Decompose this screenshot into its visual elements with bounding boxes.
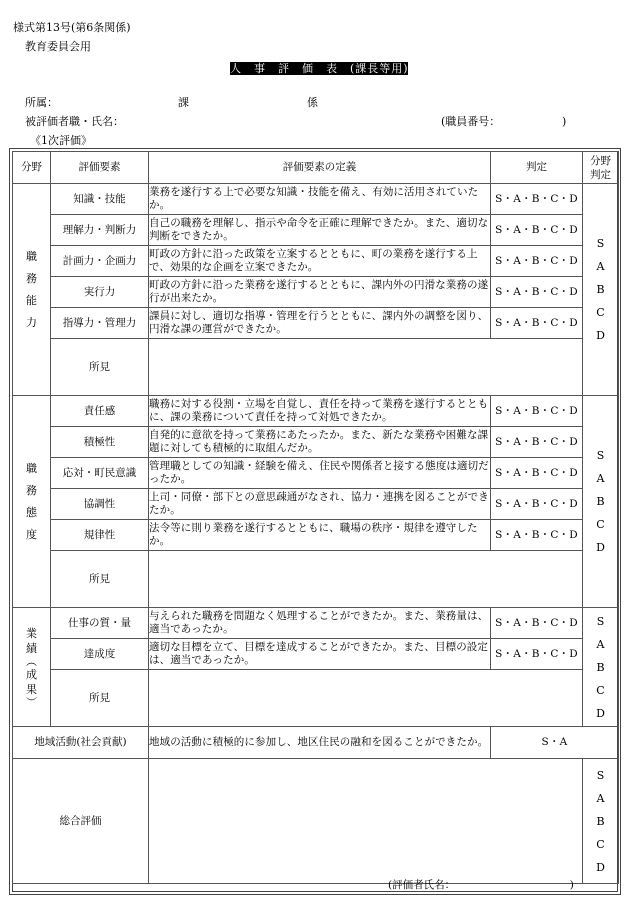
col-field: 分野 [13, 152, 51, 184]
element-label: 実行力 [51, 277, 149, 308]
evaluation-stage: 《1次評価》 [30, 134, 92, 147]
judgment-options[interactable]: S・A・B・C・D [491, 308, 583, 339]
community-label: 地域活動(社会貢献) [13, 727, 149, 759]
section-2-grades[interactable]: S A B C D [583, 396, 619, 608]
judgment-options[interactable]: S・A・B・C・D [491, 489, 583, 520]
element-label: 知識・技能 [51, 184, 149, 215]
element-label: 責任感 [51, 396, 149, 427]
table-row [13, 608, 619, 639]
overall-label: 総合評価 [13, 759, 149, 884]
table-row [13, 246, 619, 277]
element-label: 達成度 [51, 639, 149, 670]
section-1-label: 職 務 能 力 [13, 184, 51, 396]
col-definition: 評価要素の定義 [149, 152, 491, 184]
element-definition: 町政の方針に沿った政策を立案するとともに、町の業務を遂行する上で、効果的な企画を立案できたか。 [149, 246, 491, 277]
element-label: 指導力・管理力 [51, 308, 149, 339]
judgment-options[interactable]: S・A・B・C・D [491, 396, 583, 427]
col-field-judgment [583, 152, 619, 184]
element-label: 計画力・企画力 [51, 246, 149, 277]
element-label: 応対・町民意識 [51, 458, 149, 489]
remarks-label: 所見 [51, 551, 149, 608]
evaluator-signature [388, 877, 574, 892]
staff-number-close: ) [562, 115, 567, 128]
judgment-options[interactable]: S・A・B・C・D [491, 520, 583, 551]
element-label: 仕事の質・量 [51, 608, 149, 639]
overall-row [13, 759, 619, 884]
element-definition: 適切な目標を立て、目標を達成することができたか。また、目標の設定は、適当であったか。 [149, 639, 491, 670]
table-row [13, 458, 619, 489]
ka-label: 課 [178, 96, 189, 109]
usage-label: 教育委員会用 [25, 40, 91, 53]
kakari-label: 係 [307, 96, 318, 109]
table-row [13, 277, 619, 308]
section-3-label: 業 績 ︵ 成 果 ︶ [13, 608, 51, 727]
element-definition: 町政の方針に沿った業務を遂行するとともに、課内外の円滑な業務の遂行が出来たか。 [149, 277, 491, 308]
col-element: 評価要素 [51, 152, 149, 184]
element-label: 協調性 [51, 489, 149, 520]
remarks-label: 所見 [51, 339, 149, 396]
overall-grades[interactable]: S A B C D [583, 759, 619, 884]
element-label: 規律性 [51, 520, 149, 551]
element-definition: 自己の職務を理解し、指示や命令を正確に理解できたか。また、適切な判断をできたか。 [149, 215, 491, 246]
table-row [13, 639, 619, 670]
remarks-field[interactable] [149, 339, 583, 396]
element-definition: 管理職としての知識・経験を備え、住民や関係者と接する態度は適切だったか。 [149, 458, 491, 489]
element-definition: 与えられた職務を問題なく処理することができたか。また、業務量は、適当であったか。 [149, 608, 491, 639]
judgment-options[interactable]: S・A・B・C・D [491, 608, 583, 639]
evaluator-label: (評価者氏名： [388, 879, 456, 891]
element-definition: 上司・同僚・部下との意思疎通がなされ、協力・連携を図ることができたか。 [149, 489, 491, 520]
judgment-options[interactable]: S・A・B・C・D [491, 215, 583, 246]
section-1-grades[interactable]: S A B C D [583, 184, 619, 396]
community-row [13, 727, 619, 759]
table-row [13, 215, 619, 246]
remarks-field[interactable] [149, 670, 583, 727]
remarks-row [13, 339, 619, 396]
community-definition: 地域の活動に積極的に参加し、地区住民の融和を図ることができたか。 [149, 727, 491, 759]
staff-number-label: (職員番号： [441, 115, 501, 128]
table-row [13, 520, 619, 551]
col-field-judgment-line2: 判定 [590, 168, 611, 181]
element-definition: 職務に対する役割・立場を自覚し、責任を持って業務を遂行するとともに、課の業務について責任を持って対処できたか。 [149, 396, 491, 427]
section-3-grades[interactable]: S A B C D [583, 608, 619, 727]
table-row [13, 184, 619, 215]
evaluation-table [12, 151, 619, 884]
section-2-label: 職 務 態 度 [13, 396, 51, 608]
form-title: 人 事 評 価 表 (課長等用) [230, 62, 409, 75]
remarks-field[interactable] [149, 551, 583, 608]
judgment-options[interactable]: S・A・B・C・D [491, 184, 583, 215]
community-judgment[interactable]: S・A [491, 727, 619, 759]
element-label: 理解力・判断力 [51, 215, 149, 246]
table-row [13, 489, 619, 520]
judgment-options[interactable]: S・A・B・C・D [491, 458, 583, 489]
dept-label: 所属： [25, 96, 58, 109]
evaluatee-label: 被評価者職・氏名： [25, 115, 124, 128]
element-definition: 業務を遂行する上で必要な知識・技能を備え、有効に活用されていたか。 [149, 184, 491, 215]
overall-field[interactable] [149, 759, 583, 884]
element-definition: 法令等に則り業務を遂行するとともに、職場の秩序・規律を遵守したか。 [149, 520, 491, 551]
judgment-options[interactable]: S・A・B・C・D [491, 246, 583, 277]
judgment-options[interactable]: S・A・B・C・D [491, 277, 583, 308]
remarks-row [13, 551, 619, 608]
element-definition: 自発的に意欲を持って業務にあたったか。また、新たな業務や困難な課題に対しても積極的に取組んだか。 [149, 427, 491, 458]
table-row [13, 308, 619, 339]
table-row [13, 427, 619, 458]
judgment-options[interactable]: S・A・B・C・D [491, 427, 583, 458]
judgment-options[interactable]: S・A・B・C・D [491, 639, 583, 670]
form-number: 様式第13号(第6条関係) [13, 21, 131, 34]
evaluator-close: ) [569, 879, 574, 891]
table-header-row [13, 152, 619, 184]
col-field-judgment-line1: 分野 [590, 154, 611, 167]
remarks-label: 所見 [51, 670, 149, 727]
element-definition: 課員に対し、適切な指導・管理を行うとともに、課内外の調整を図り、円滑な課の運営ができたか。 [149, 308, 491, 339]
remarks-row [13, 670, 619, 727]
col-judgment: 判定 [491, 152, 583, 184]
table-row [13, 396, 619, 427]
element-label: 積極性 [51, 427, 149, 458]
